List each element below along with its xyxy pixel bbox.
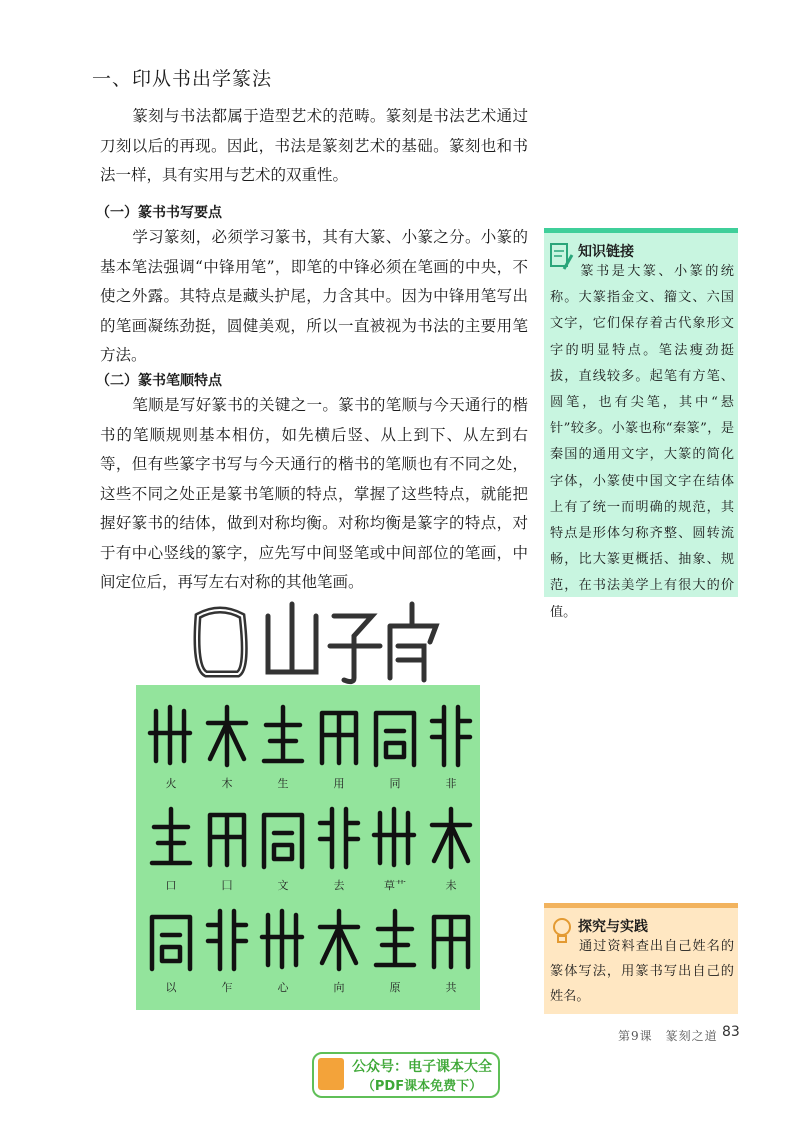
seal-glyph-label: 生 [277,777,289,790]
seal-glyph-label: 未 [445,879,457,892]
seal-glyph [432,707,470,765]
seal-glyph-label: 囗 [221,879,233,892]
seal-glyph [320,809,358,867]
subsection-2-paragraph: 笔顺是写好篆书的关键之一。篆书的笔顺与今天通行的楷书的笔顺规则基本相仿，如先横后竖、从上到下、从左到右等，但有些篆字书写与今天通行的楷书的笔顺也有不同之处，这些不同之处正是篆书笔顺的特点，掌握了这些特点，就能把握好篆书的结体，做到对称均衡。对称均衡是篆字的特点，对于有中心竖线的篆字，应先写中间竖笔或中间部位的笔画，中间定位后，再写左右对称的其他笔画。 [100,396,528,591]
seal-glyph-label: 共 [445,981,457,994]
seal-glyph-drawings [136,685,480,1010]
seal-glyph [322,713,356,763]
subsection-title-1: （一）篆书书写要点 [96,205,222,221]
seal-glyph [150,707,190,763]
seal-glyph [262,911,302,967]
seal-glyph [434,917,468,967]
practice-box [544,903,738,1014]
seal-stroke-illustration [184,596,444,688]
seal-glyph [320,911,358,969]
seal-glyph [208,707,246,765]
seal-glyph-label: 草艹 [384,879,406,892]
subsection-1-paragraph: 学习篆刻，必须学习篆书，其有大篆、小篆之分。小篆的基本笔法强调“中锋用笔”，即笔的中锋必须在笔画的中央，不使之外露。其特点是藏头护尾，力含其中。因为中锋用笔写出的笔画凝练劲挺，圆健美观，所以一直被视为书法的主要用笔方法。 [100,228,528,364]
seal-glyph [152,917,190,969]
seal-glyph-label: 同 [389,777,401,790]
watermark-line-2: （PDF课本免费下） [361,1079,483,1094]
seal-glyph [374,809,414,865]
lesson-footer: 第9课 篆刻之道 [618,1029,718,1043]
knowledge-link-text: 篆书是大篆、小篆的统称。大篆指金文、籀文、六国文字，它们保存着古代象形文字的明显特点。笔法瘦劲挺拔，直线较多。起笔有方笔、圆笔，也有尖笔，其中“悬针”较多。小篆也称“秦篆”，是秦国的通用文字，大篆的简化字体，小篆使中国文字在结体上有了统一而明确的规范，其特点是形体匀称齐整、圆转流畅，比大篆更概括、抽象、规范，在书法美学上有很大的价值。 [550,264,734,620]
seal-glyph [432,809,470,867]
seal-glyph-label: 原 [389,981,401,994]
seal-glyph [264,815,302,867]
seal-glyph [376,713,414,765]
seal-glyph-label: 木 [221,777,233,790]
seal-glyph [264,707,302,761]
seal-glyph [152,809,190,863]
seal-glyph-label: 非 [445,777,457,790]
seal-glyph [376,911,414,965]
intro-paragraph: 篆刻与书法都属于造型艺术的范畴。篆刻是书法艺术通过刀刻以后的再现。因此，书法是篆刻艺术的基础。篆刻也和书法一样，具有实用与艺术的双重性。 [100,107,528,184]
practice-text: 通过资料查出自己姓名的篆体写法，用篆书写出自己的姓名。 [550,939,734,1004]
knowledge-link-title: 知识链接 [578,244,634,260]
seal-glyph-label: 心 [277,981,289,994]
seal-glyph-label: 文 [277,879,289,892]
seal-glyph-label: 向 [333,981,345,994]
seal-glyph-label: 火 [165,777,177,790]
knowledge-link-box [544,228,738,620]
page-number: 83 [722,1024,740,1040]
seal-character-grid [136,685,480,1010]
seal-glyph-label: 口 [165,879,177,892]
watermark-banner [312,1052,500,1098]
seal-glyph [208,911,246,969]
practice-title: 探究与实践 [578,919,648,935]
seal-glyph-label: 去 [333,879,345,892]
subsection-title-2: （二）篆书笔顺特点 [96,373,222,389]
seal-glyph-label: 乍 [221,981,233,994]
seal-glyph [210,815,244,865]
book-icon [318,1058,344,1090]
seal-glyph-label: 用 [333,777,345,790]
watermark-line-1: 公众号：电子课本大全 [352,1059,492,1075]
seal-glyph-label: 以 [165,981,177,994]
section-heading: 一、印从书出学篆法 [92,68,273,90]
